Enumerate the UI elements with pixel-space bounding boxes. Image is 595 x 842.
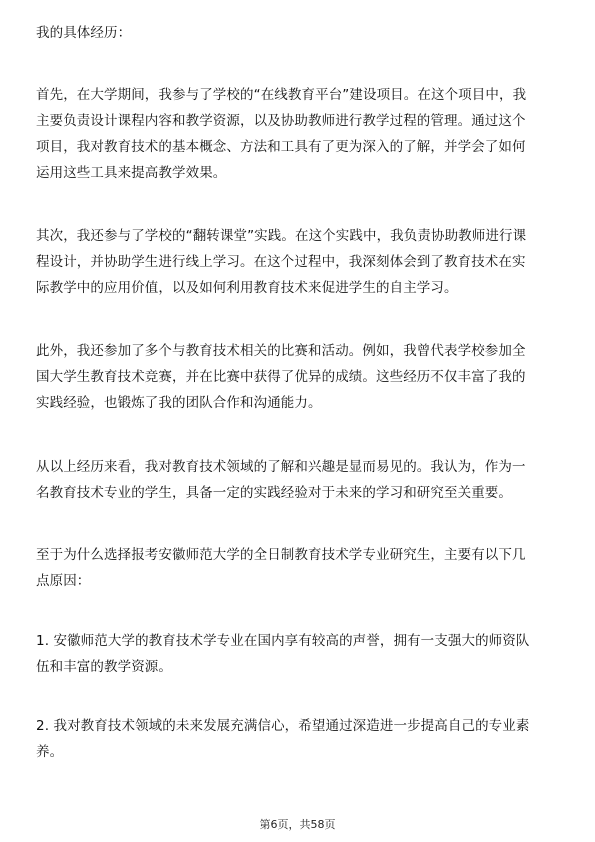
paragraph-line: 养。 bbox=[36, 744, 64, 760]
paragraph-line: 其次，我还参与了学校的“翻转课堂”实践。在这个实践中，我负责协助教师进行课 bbox=[36, 228, 527, 244]
list-item-reason-2 bbox=[36, 713, 561, 765]
paragraph-flipped-classroom bbox=[36, 223, 561, 301]
heading-text: 我的具体经历： bbox=[36, 25, 132, 41]
paragraph-line: 际教学中的应用价值，以及如何利用教育技术来促进学生的自主学习。 bbox=[36, 280, 458, 296]
paragraph-line: 程设计，并协助学生进行线上学习。在这个过程中，我深刻体会到了教育技术在实 bbox=[36, 254, 526, 270]
paragraph-line: 至于为什么选择报考安徽师范大学的全日制教育技术学专业研究生，主要有以下几 bbox=[36, 547, 526, 563]
paragraph-line: 项目，我对教育技术的基本概念、方法和工具有了更为深入的了解，并学会了如何 bbox=[36, 139, 526, 155]
paragraph-line: 实践经验，也锻炼了我的团队合作和沟通能力。 bbox=[36, 395, 322, 411]
paragraph-line: 1. 安徽师范大学的教育技术学专业在国内享有较高的声誉，拥有一支强大的师资队 bbox=[36, 633, 530, 649]
paragraph-line: 此外，我还参加了多个与教育技术相关的比赛和活动。例如，我曾代表学校参加全 bbox=[36, 343, 526, 359]
paragraph-reasons-intro bbox=[36, 542, 561, 594]
paragraph-line: 首先，在大学期间，我参与了学校的“在线教育平台”建设项目。在这个项目中，我 bbox=[36, 87, 527, 103]
paragraph-line: 伍和丰富的教学资源。 bbox=[36, 659, 172, 675]
paragraph-line: 2. 我对教育技术领域的未来发展充满信心，希望通过深造进一步提高自己的专业素 bbox=[36, 718, 530, 734]
paragraph-line: 主要负责设计课程内容和教学资源，以及协助教师进行教学过程的管理。通过这个 bbox=[36, 113, 526, 129]
section-heading bbox=[36, 20, 561, 46]
paragraph-line: 运用这些工具来提高教学效果。 bbox=[36, 165, 227, 181]
page-number-footer: 第6页，共58页 bbox=[259, 818, 336, 831]
paragraph-online-platform bbox=[36, 82, 561, 186]
paragraph-competitions bbox=[36, 338, 561, 416]
paragraph-summary bbox=[36, 454, 561, 506]
paragraph-line: 国大学生教育技术竞赛，并在比赛中获得了优异的成绩。这些经历不仅丰富了我的 bbox=[36, 369, 526, 385]
paragraph-line: 点原因： bbox=[36, 573, 91, 589]
list-item-reason-1 bbox=[36, 628, 561, 680]
paragraph-line: 名教育技术专业的学生，具备一定的实践经验对于未来的学习和研究至关重要。 bbox=[36, 485, 512, 501]
paragraph-line: 从以上经历来看，我对教育技术领域的了解和兴趣是显而易见的。我认为，作为一 bbox=[36, 459, 526, 475]
